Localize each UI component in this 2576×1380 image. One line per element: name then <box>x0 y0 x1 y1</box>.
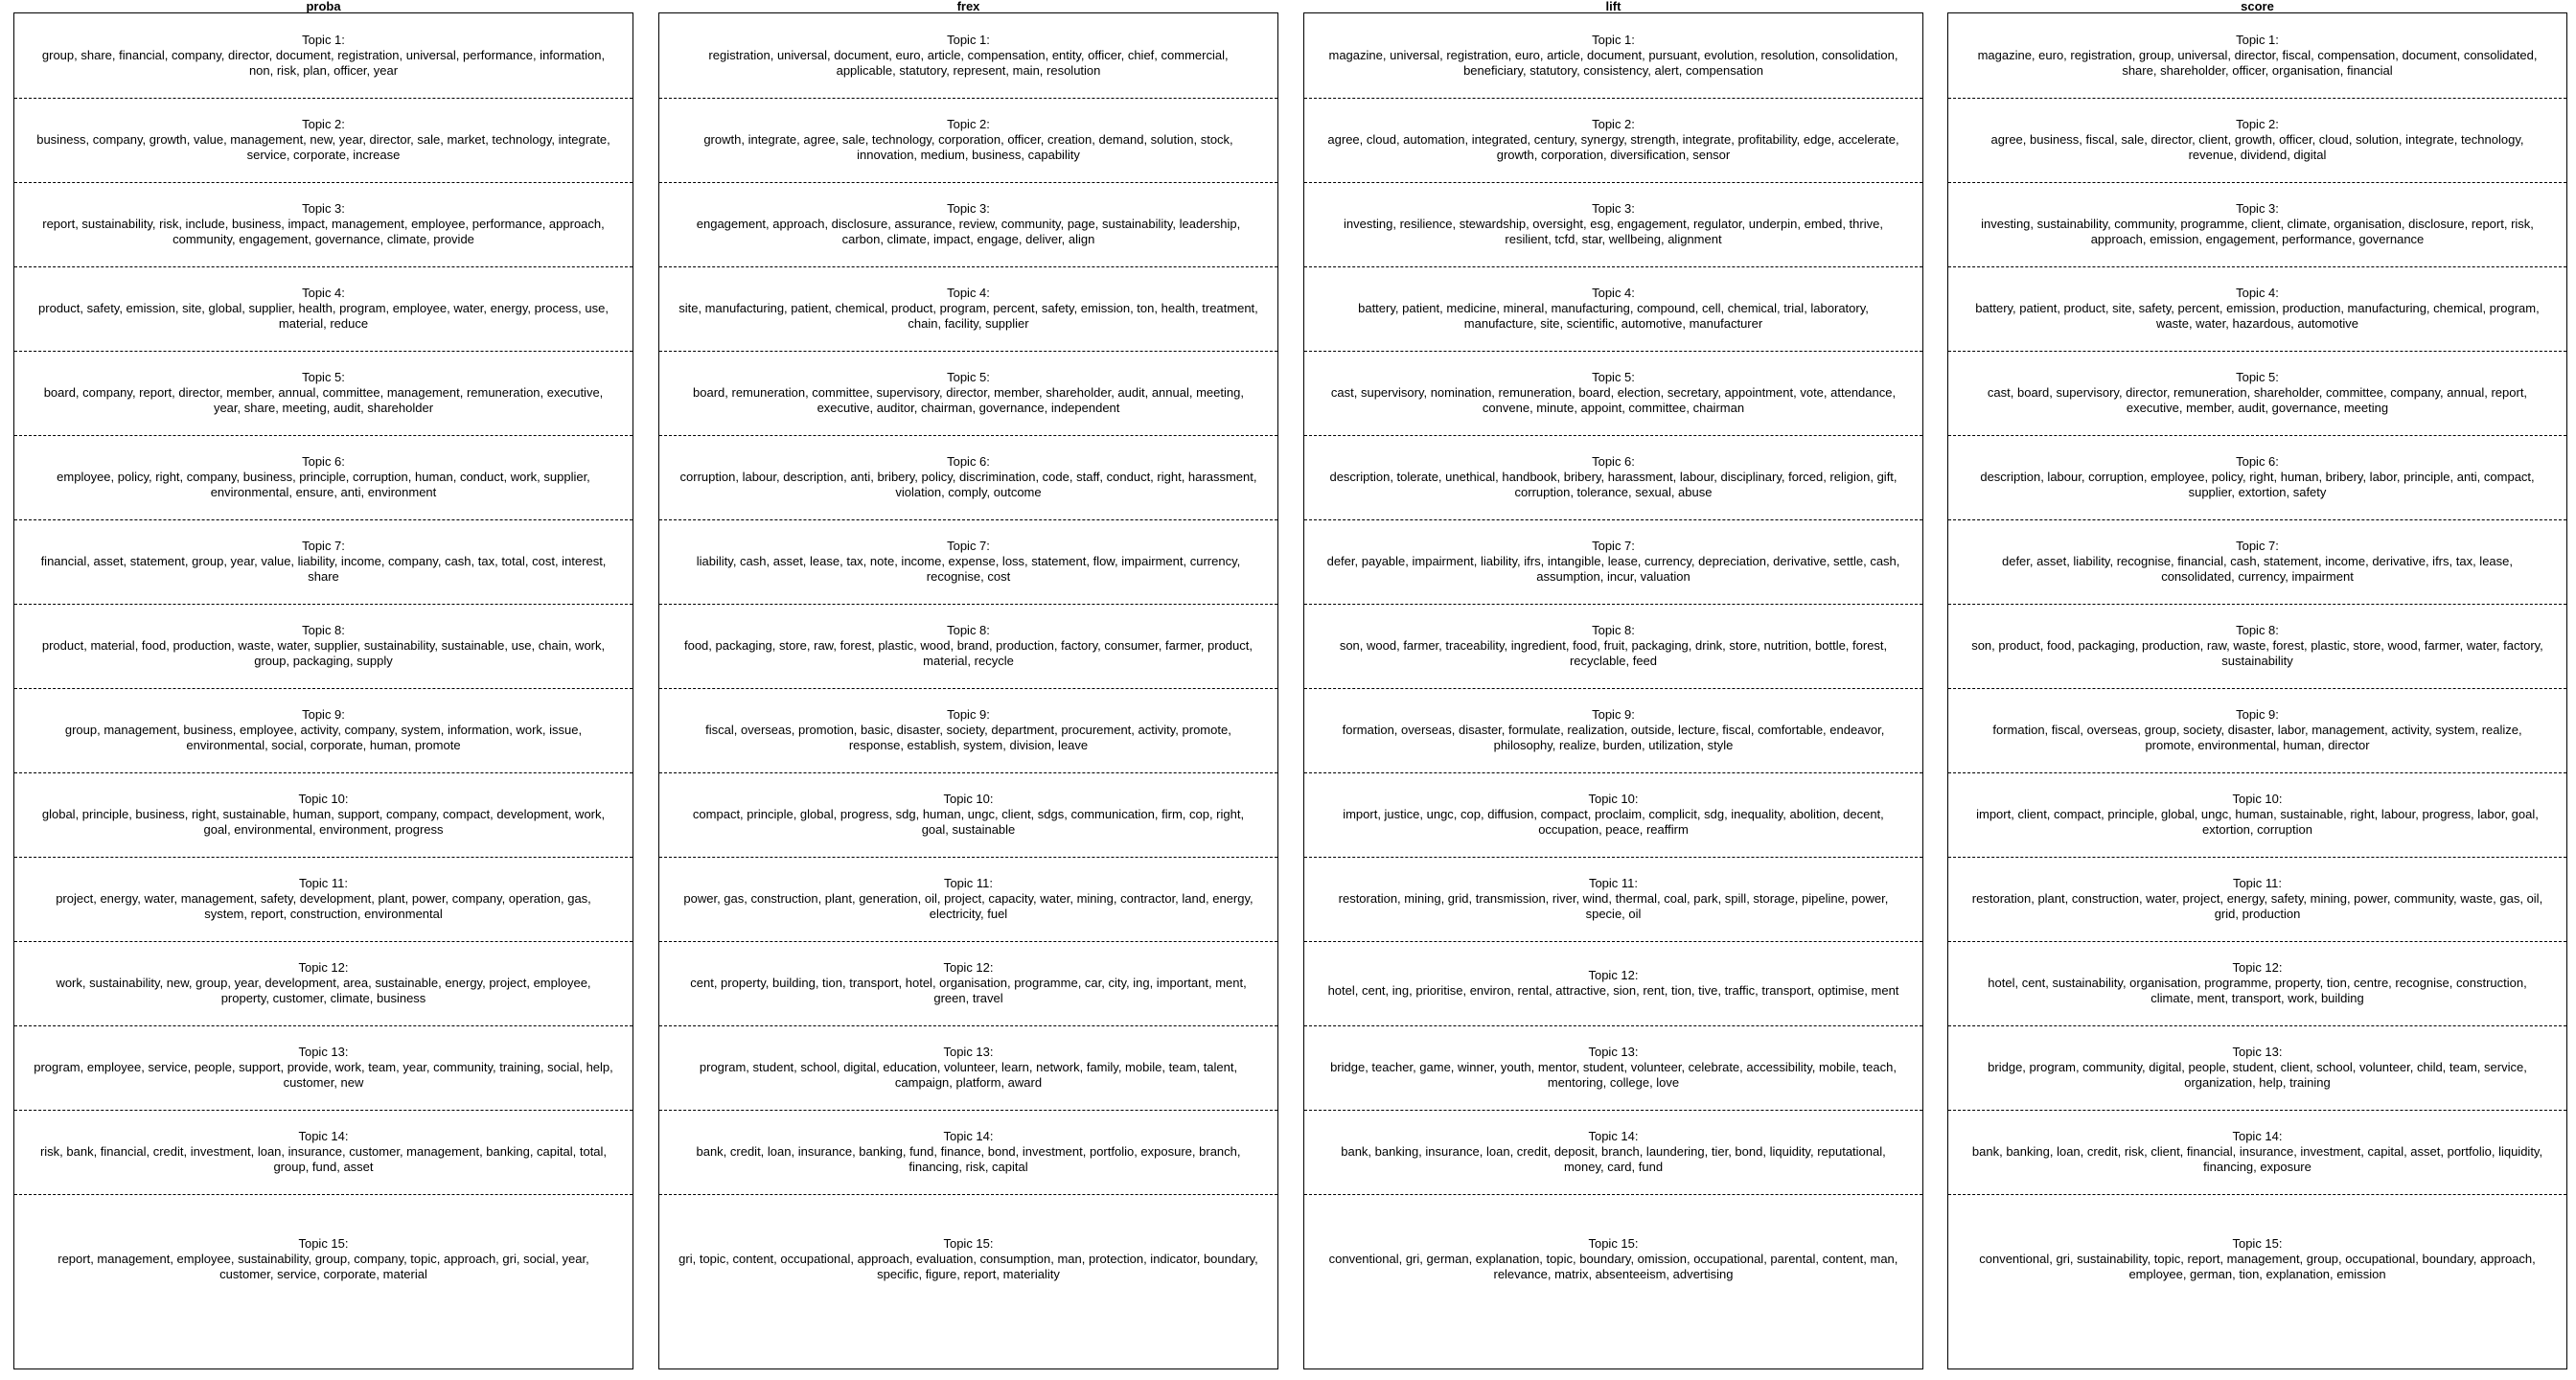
topic-cell <box>1948 1110 2566 1194</box>
topic-label: Topic 12: <box>2232 960 2283 975</box>
topic-words: board, company, report, director, member, annual, committee, management, remuneration, executive, year, share, meeting, audit, shareholder <box>43 385 604 415</box>
topic-cell <box>1948 688 2566 772</box>
topic-label: Topic 5: <box>302 370 345 384</box>
panel-title: score <box>2241 0 2274 13</box>
topic-cell <box>659 857 1277 941</box>
topic-label: Topic 5: <box>2236 370 2279 384</box>
panel-frex <box>658 0 1278 1380</box>
topic-label: Topic 14: <box>943 1129 994 1143</box>
topic-label: Topic 13: <box>2232 1045 2283 1059</box>
topic-label: Topic 4: <box>2236 286 2279 300</box>
topic-cell <box>659 688 1277 772</box>
topic-cell <box>659 1194 1277 1323</box>
topic-words: agree, cloud, automation, integrated, century, synergy, strength, integrate, profitability, edge, accelerate, growth, corporation, diversification, sensor <box>1327 132 1899 162</box>
topic-words: formation, overseas, disaster, formulate, realization, outside, lecture, fiscal, comfortable, endeavor, philosophy, realize, burden, utilization, style <box>1342 723 1885 752</box>
topic-words: formation, fiscal, overseas, group, society, disaster, labor, management, activity, system, realize, promote, environmental, human, director <box>1992 723 2522 752</box>
topic-words: report, sustainability, risk, include, business, impact, management, employee, performance, approach, community, engagement, governance, climate, provide <box>42 217 605 246</box>
topic-cell <box>14 182 632 266</box>
topic-cell <box>1304 772 1922 857</box>
topic-label: Topic 3: <box>1592 201 1635 216</box>
topic-cell <box>1304 1110 1922 1194</box>
topic-cell <box>1304 266 1922 351</box>
topic-cell <box>14 266 632 351</box>
topic-words: import, client, compact, principle, global, ungc, human, sustainable, right, labour, progress, labor, goal, extortion, corruption <box>1976 807 2539 837</box>
topic-words: bank, credit, loan, insurance, banking, fund, finance, bond, investment, portfolio, exposure, branch, financing, risk, capital <box>696 1144 1241 1174</box>
panel-title: frex <box>956 0 980 13</box>
topic-words: description, tolerate, unethical, handbook, bribery, harassment, labour, disciplinary, forced, religion, gift, corruption, tolerance, sexual, abuse <box>1329 470 1898 499</box>
topic-cell <box>659 1025 1277 1110</box>
topic-label: Topic 3: <box>302 201 345 216</box>
topic-label: Topic 4: <box>302 286 345 300</box>
topic-words: description, labour, corruption, employee, policy, right, human, bribery, labor, principle, anti, compact, supplier, extortion, safety <box>1980 470 2535 499</box>
panel-lift <box>1303 0 1923 1380</box>
topic-words: corruption, labour, description, anti, bribery, policy, discrimination, code, staff, conduct, right, harassment, violation, comply, outcome <box>679 470 1257 499</box>
topic-cell <box>1304 519 1922 604</box>
panel-frame <box>1947 12 2567 1369</box>
topic-words: financial, asset, statement, group, year, value, liability, income, company, cash, tax, total, cost, interest, share <box>40 554 607 584</box>
topic-cell <box>14 98 632 182</box>
topic-label: Topic 11: <box>2232 876 2283 890</box>
panel-frame <box>1303 12 1923 1369</box>
topic-label: Topic 5: <box>947 370 990 384</box>
topic-cell <box>1304 98 1922 182</box>
topic-label: Topic 12: <box>943 960 994 975</box>
topic-words: defer, payable, impairment, liability, ifrs, intangible, lease, currency, depreciation, derivative, settle, cash, assumption, incur, valuation <box>1326 554 1900 584</box>
topic-label: Topic 13: <box>943 1045 994 1059</box>
topic-label: Topic 10: <box>943 792 994 806</box>
topic-cell <box>14 688 632 772</box>
topic-cell <box>659 941 1277 1025</box>
topic-label: Topic 6: <box>1592 454 1635 469</box>
topic-label: Topic 12: <box>298 960 349 975</box>
topic-words: project, energy, water, management, safety, development, plant, power, company, operation, gas, system, report, construction, environmental <box>56 891 591 921</box>
topic-words: hotel, cent, sustainability, organisation, programme, property, tion, centre, recognise, construction, climate, ment, transport, work, building <box>1988 976 2527 1005</box>
topic-words: magazine, universal, registration, euro, article, document, pursuant, evolution, resolution, consolidation, beneficiary, statutory, consistency, alert, compensation <box>1328 48 1898 78</box>
topic-cell <box>1948 604 2566 688</box>
topic-words: fiscal, overseas, promotion, basic, disaster, society, department, procurement, activity, promote, response, establish, system, division, leave <box>705 723 1231 752</box>
panel-proba <box>13 0 633 1380</box>
topic-cell <box>1948 1194 2566 1323</box>
topic-words: business, company, growth, value, management, new, year, director, sale, market, technology, integrate, service, corporate, increase <box>36 132 610 162</box>
topic-label: Topic 2: <box>1592 117 1635 131</box>
topic-cell <box>1948 772 2566 857</box>
topic-label: Topic 10: <box>1588 792 1639 806</box>
topic-cell <box>659 772 1277 857</box>
topic-words: bank, banking, loan, credit, risk, client, financial, insurance, investment, capital, asset, portfolio, liquidity, financing, exposure <box>1971 1144 2543 1174</box>
topic-cell <box>659 604 1277 688</box>
topic-label: Topic 8: <box>947 623 990 637</box>
topic-cell <box>14 772 632 857</box>
topic-label: Topic 1: <box>1592 33 1635 47</box>
topic-words: site, manufacturing, patient, chemical, product, program, percent, safety, emission, ton, health, treatment, chain, facility, supplier <box>678 301 1258 331</box>
topic-label: Topic 10: <box>298 792 349 806</box>
topic-cell <box>1948 941 2566 1025</box>
topic-words: battery, patient, medicine, mineral, manufacturing, compound, cell, chemical, trial, laboratory, manufacture, site, scientific, automotive, manufacturer <box>1358 301 1869 331</box>
topic-words: group, share, financial, company, director, document, registration, universal, performance, information, non, risk, plan, officer, year <box>41 48 606 78</box>
topic-words: engagement, approach, disclosure, assurance, review, community, page, sustainability, leadership, carbon, climate, impact, engage, deliver, align <box>696 217 1241 246</box>
topic-label: Topic 8: <box>1592 623 1635 637</box>
topic-label: Topic 8: <box>302 623 345 637</box>
topic-cell <box>1304 1025 1922 1110</box>
topic-label: Topic 14: <box>298 1129 349 1143</box>
topic-label: Topic 1: <box>2236 33 2279 47</box>
topic-label: Topic 11: <box>1588 876 1639 890</box>
topic-cell <box>14 1194 632 1323</box>
panel-frame <box>13 12 633 1369</box>
topic-words: import, justice, ungc, cop, diffusion, compact, proclaim, complicit, sdg, inequality, abolition, decent, occupation, peace, reaffirm <box>1343 807 1884 837</box>
topic-label: Topic 4: <box>947 286 990 300</box>
topic-label: Topic 15: <box>1588 1235 1639 1251</box>
topic-cell <box>14 519 632 604</box>
topic-words: bridge, program, community, digital, people, student, client, school, volunteer, child, team, service, organization, help, training <box>1988 1060 2527 1090</box>
topic-label: Topic 7: <box>1592 539 1635 553</box>
topic-label: Topic 9: <box>2236 707 2279 722</box>
topic-label: Topic 9: <box>1592 707 1635 722</box>
topic-words: liability, cash, asset, lease, tax, note, income, expense, loss, statement, flow, impairment, currency, recognise, cost <box>696 554 1241 584</box>
topic-label: Topic 12: <box>1588 968 1639 982</box>
topic-cell <box>1948 435 2566 519</box>
topic-label: Topic 15: <box>943 1235 994 1251</box>
topic-cell <box>1304 1194 1922 1323</box>
topic-words: investing, resilience, stewardship, oversight, esg, engagement, regulator, underpin, embed, thrive, resilient, tcfd, star, wellbeing, alignment <box>1344 217 1883 246</box>
topic-cell <box>1304 604 1922 688</box>
topic-label: Topic 2: <box>2236 117 2279 131</box>
topic-words: product, safety, emission, site, global, supplier, health, program, employee, water, energy, process, use, material, reduce <box>38 301 609 331</box>
topic-cell <box>1948 351 2566 435</box>
topic-cell <box>1948 519 2566 604</box>
topic-words: agree, business, fiscal, sale, director, client, growth, officer, cloud, solution, integrate, technology, revenue, dividend, digital <box>1990 132 2524 162</box>
topic-words: battery, patient, product, site, safety, percent, emission, production, manufacturing, chemical, program, waste, water, hazardous, automotive <box>1975 301 2540 331</box>
topic-label: Topic 3: <box>2236 201 2279 216</box>
topic-label: Topic 3: <box>947 201 990 216</box>
topic-label: Topic 2: <box>302 117 345 131</box>
topic-cell <box>14 1110 632 1194</box>
topic-label: Topic 14: <box>1588 1129 1639 1143</box>
topic-cell <box>659 13 1277 98</box>
topic-words: food, packaging, store, raw, forest, plastic, wood, brand, production, factory, consumer, farmer, product, material, recycle <box>683 638 1253 668</box>
topic-words: product, material, food, production, waste, water, supplier, sustainability, sustainable, use, chain, work, group, packaging, supply <box>41 638 606 668</box>
panel-score <box>1947 0 2567 1380</box>
topic-cell <box>14 604 632 688</box>
topic-label: Topic 11: <box>943 876 994 890</box>
topic-words: conventional, gri, sustainability, topic, report, management, group, occupational, boundary, approach, employee, german, tion, explanation, emission <box>1979 1251 2536 1281</box>
topic-label: Topic 9: <box>302 707 345 722</box>
topic-words: bridge, teacher, game, winner, youth, mentor, student, volunteer, celebrate, accessibility, mobile, teach, mentoring, college, love <box>1330 1060 1897 1090</box>
topic-words: risk, bank, financial, credit, investment, loan, insurance, customer, management, banking, capital, total, group, fund, asset <box>39 1144 608 1174</box>
topic-cell <box>14 1025 632 1110</box>
topic-label: Topic 6: <box>302 454 345 469</box>
topic-words: cast, board, supervisory, director, remuneration, shareholder, committee, company, annual, report, executive, member, audit, governance, meeting <box>1987 385 2528 415</box>
panel-frame <box>658 12 1278 1369</box>
topic-words: work, sustainability, new, group, year, development, area, sustainable, energy, project, employee, property, customer, climate, business <box>56 976 591 1005</box>
topic-cell <box>1948 857 2566 941</box>
topic-cell <box>1304 688 1922 772</box>
topic-words: magazine, euro, registration, group, universal, director, fiscal, compensation, document, consolidated, share, shareholder, officer, organisation, financial <box>1977 48 2538 78</box>
topic-cell <box>659 182 1277 266</box>
topic-words: hotel, cent, ing, prioritise, environ, rental, attractive, sion, rent, tion, tive, traffic, transport, optimise, ment <box>1327 983 1899 998</box>
topic-words: growth, integrate, agree, sale, technology, corporation, officer, creation, demand, solution, stock, innovation, medium, business, capability <box>703 132 1233 162</box>
topic-words: global, principle, business, right, sustainable, human, support, company, compact, development, work, goal, environmental, environment, progress <box>41 807 606 837</box>
topic-words: cent, property, building, tion, transport, hotel, organisation, programme, car, city, ing, important, ment, green, travel <box>690 976 1247 1005</box>
topic-cell <box>1304 13 1922 98</box>
topic-label: Topic 1: <box>302 33 345 47</box>
topic-label: Topic 14: <box>2232 1129 2283 1143</box>
topic-label: Topic 15: <box>298 1235 349 1251</box>
topic-words: compact, principle, global, progress, sdg, human, ungc, client, sdgs, communication, firm, cop, right, goal, sustainable <box>692 807 1245 837</box>
topic-cell <box>14 941 632 1025</box>
topic-label: Topic 2: <box>947 117 990 131</box>
topic-cell <box>1948 182 2566 266</box>
topic-label: Topic 7: <box>302 539 345 553</box>
topic-label: Topic 11: <box>298 876 349 890</box>
topic-label: Topic 7: <box>2236 539 2279 553</box>
topic-words: power, gas, construction, plant, generation, oil, project, capacity, water, mining, contractor, land, energy, electricity, fuel <box>683 891 1254 921</box>
topic-cell <box>1304 182 1922 266</box>
topic-label: Topic 7: <box>947 539 990 553</box>
topic-words: registration, universal, document, euro, article, compensation, entity, officer, chief, commercial, applicable, statutory, represent, main, resolution <box>708 48 1229 78</box>
topic-words: gri, topic, content, occupational, approach, evaluation, consumption, man, protection, indicator, boundary, specific, figure, report, materiality <box>678 1251 1258 1281</box>
topic-words: defer, asset, liability, recognise, financial, cash, statement, income, derivative, ifrs, tax, lease, consolidated, currency, impairment <box>2001 554 2513 584</box>
topic-label: Topic 13: <box>298 1045 349 1059</box>
topic-words: program, employee, service, people, support, provide, work, team, year, community, training, social, help, customer, new <box>34 1060 613 1090</box>
topic-words: program, student, school, digital, education, volunteer, learn, network, family, mobile, team, talent, campaign, platform, award <box>699 1060 1238 1090</box>
topic-label: Topic 8: <box>2236 623 2279 637</box>
topic-cell <box>659 351 1277 435</box>
topic-cell <box>14 13 632 98</box>
panel-title: proba <box>306 0 341 13</box>
topic-cell <box>1304 351 1922 435</box>
topic-cell <box>659 266 1277 351</box>
topic-cell <box>1304 857 1922 941</box>
topic-words: report, management, employee, sustainability, group, company, topic, approach, gri, social, year, customer, service, corporate, material <box>58 1251 589 1281</box>
topic-label: Topic 9: <box>947 707 990 722</box>
topic-cell <box>1948 98 2566 182</box>
topic-cell <box>1304 941 1922 1025</box>
topic-words: board, remuneration, committee, supervisory, director, member, shareholder, audit, annual, meeting, executive, auditor, chairman, governance, independent <box>693 385 1244 415</box>
topic-label: Topic 1: <box>947 33 990 47</box>
topic-label: Topic 4: <box>1592 286 1635 300</box>
topic-words: conventional, gri, german, explanation, topic, boundary, omission, occupational, parental, content, man, relevance, matrix, absenteeism, advertising <box>1328 1251 1898 1281</box>
topic-label: Topic 10: <box>2232 792 2283 806</box>
topic-label: Topic 5: <box>1592 370 1635 384</box>
topic-words: employee, policy, right, company, business, principle, corruption, human, conduct, work, supplier, environmental, ensure, anti, environment <box>57 470 590 499</box>
topic-words: restoration, mining, grid, transmission, river, wind, thermal, coal, park, spill, storage, pipeline, power, specie, oil <box>1338 891 1889 921</box>
topic-cell <box>1948 13 2566 98</box>
topic-words: son, wood, farmer, traceability, ingredient, food, fruit, packaging, drink, store, nutrition, bottle, forest, recyclable, feed <box>1339 638 1888 668</box>
topic-cell <box>14 435 632 519</box>
topic-cell <box>1948 1025 2566 1110</box>
topic-cell <box>1948 266 2566 351</box>
topic-words: cast, supervisory, nomination, remuneration, board, election, secretary, appointment, vote, attendance, convene, minute, appoint, committee, chairman <box>1330 385 1897 415</box>
topic-cell <box>1304 435 1922 519</box>
topic-cell <box>659 1110 1277 1194</box>
topic-cell <box>14 857 632 941</box>
topic-words: son, product, food, packaging, production, raw, waste, forest, plastic, store, wood, farmer, water, factory, sustainability <box>1971 638 2543 668</box>
topic-cell <box>659 98 1277 182</box>
topic-label: Topic 13: <box>1588 1045 1639 1059</box>
panel-title: lift <box>1605 0 1622 13</box>
topic-cell <box>14 351 632 435</box>
topic-label: Topic 6: <box>947 454 990 469</box>
topic-words: bank, banking, insurance, loan, credit, deposit, branch, laundering, tier, bond, liquidity, reputational, money, card, fund <box>1341 1144 1886 1174</box>
topic-cell <box>659 435 1277 519</box>
topic-label: Topic 15: <box>2232 1235 2283 1251</box>
topic-words: restoration, plant, construction, water, project, energy, safety, mining, power, community, waste, gas, oil, grid, production <box>1971 891 2543 921</box>
topic-cell <box>659 519 1277 604</box>
topic-words: group, management, business, employee, activity, company, system, information, work, issue, environmental, social, corporate, human, promote <box>64 723 583 752</box>
topic-label: Topic 6: <box>2236 454 2279 469</box>
topic-words: investing, sustainability, community, programme, client, climate, organisation, disclosure, report, risk, approach, emission, engagement, performance, governance <box>1981 217 2534 246</box>
